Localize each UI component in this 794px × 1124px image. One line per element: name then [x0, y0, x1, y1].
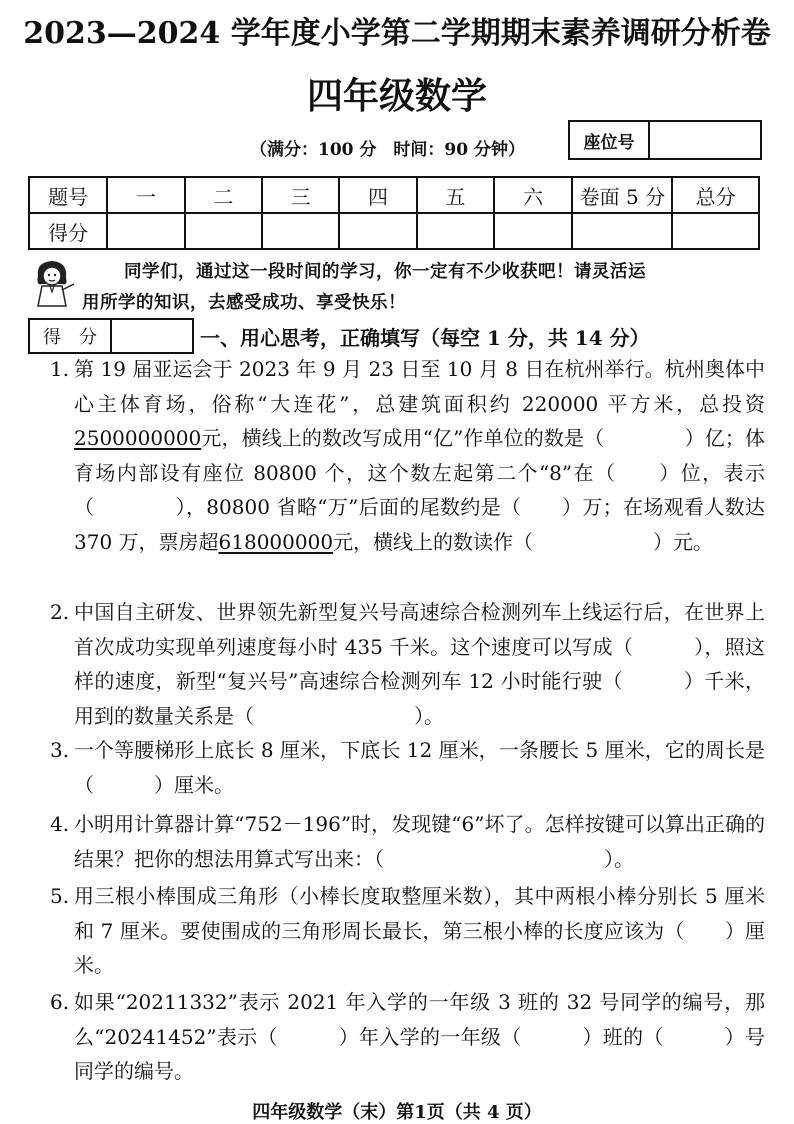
section-score-label: 得 分	[30, 320, 112, 352]
question-4	[50, 807, 765, 876]
score-input-cell[interactable]	[672, 213, 759, 249]
question-number: 3.	[50, 738, 70, 762]
score-table-header-row	[29, 177, 759, 213]
question-2	[50, 595, 765, 733]
score-table-cell: 六	[494, 177, 572, 213]
question-text-part: 元，横线上的数读作（ ）元。	[333, 529, 714, 554]
page-footer: 四年级数学（末）第1页（共 4 页）	[252, 1102, 542, 1123]
score-table-cell: 二	[185, 177, 262, 213]
question-3	[50, 733, 765, 802]
question-text	[74, 352, 765, 559]
score-table-cell: 三	[262, 177, 339, 213]
question-text-part: 元，横线上的数改写成用“亿”作单位的数是（ ）亿；体育场内部设有座位 80800 个，这个数左起第二个“8”在（ ）位，表示（ ），80800 省略“万”后面的尾数约是（ ）万；在场观看人数达 370 万，票房超	[74, 426, 765, 554]
question-number: 4.	[50, 812, 70, 836]
section-title: 一、用心思考，正确填写（每空 1 分，共 14 分）	[200, 326, 650, 350]
question-number: 6.	[50, 990, 70, 1014]
question-number: 5.	[50, 884, 70, 908]
score-input-cell[interactable]	[417, 213, 494, 249]
question-text: 一个等腰梯形上底长 8 厘米，下底长 12 厘米，一条腰长 5 厘米，它的周长是（ ）厘米。	[74, 738, 765, 797]
score-input-cell[interactable]	[494, 213, 572, 249]
score-input-cell[interactable]	[185, 213, 262, 249]
question-number: 1.	[50, 357, 70, 381]
section-score-box	[28, 318, 194, 354]
seat-number-label: 座位号	[570, 122, 650, 158]
question-number: 2.	[50, 600, 70, 624]
section-score-field[interactable]	[112, 320, 192, 352]
question-text: 用三根小棒围成三角形（小棒长度取整厘米数），其中两根小棒分别长 5 厘米和 7 厘米。要使围成的三角形周长最长，第三根小棒的长度应该为（ ）厘米。	[74, 884, 765, 977]
score-row-label: 得分	[29, 213, 107, 249]
underlined-number: 2500000000	[74, 426, 202, 450]
score-input-cell[interactable]	[262, 213, 339, 249]
question-text: 如果“20211332”表示 2021 年入学的一年级 3 班的 32 号同学的编号，那么“20241452”表示（ ）年入学的一年级（ ）班的（ ）号同学的编号。	[74, 990, 765, 1083]
exam-title: 2023—2024 学年度小学第二学期期末素养调研分析卷	[23, 16, 771, 51]
question-1	[50, 352, 765, 559]
question-text-part: 第 19 届亚运会于 2023 年 9 月 23 日至 10 月 8 日在杭州举行。杭州奥体中心主体育场，俗称“大连花”，总建筑面积约 220000 平方米，总投资	[74, 357, 765, 416]
score-table-cell: 卷面 5 分	[572, 177, 672, 213]
greeting-line-1: 同学们，通过这一段时间的学习，你一定有不少收获吧！请灵活运	[124, 262, 646, 282]
score-table-cell: 一	[107, 177, 184, 213]
score-table-score-row	[29, 213, 759, 249]
score-table-cell: 总分	[672, 177, 759, 213]
seat-number-box	[568, 120, 762, 160]
score-input-cell[interactable]	[107, 213, 184, 249]
greeting-line-2: 用所学的知识，去感受成功、享受快乐！	[82, 293, 406, 313]
question-6	[50, 985, 765, 1089]
score-table	[28, 176, 760, 250]
exam-subject-title: 四年级数学	[306, 75, 487, 117]
score-table-cell: 题号	[29, 177, 107, 213]
seat-number-field[interactable]	[650, 122, 760, 158]
teacher-cartoon-icon	[28, 256, 78, 312]
exam-info: （满分：100 分 时间：90 分钟）	[250, 140, 525, 160]
score-table-cell: 四	[339, 177, 416, 213]
question-text: 中国自主研发、世界领先新型复兴号高速综合检测列车上线运行后，在世界上首次成功实现单列速度每小时 435 千米。这个速度可以写成（ ），照这样的速度，新型“复兴号”高速综合检测列车 12 小时能行驶（ ）千米，用到的数量关系是（ ）。	[74, 600, 765, 728]
question-5	[50, 879, 765, 983]
score-input-cell[interactable]	[339, 213, 416, 249]
score-input-cell[interactable]	[572, 213, 672, 249]
question-text: 小明用计算器计算“752－196”时，发现键“6”坏了。怎样按键可以算出正确的结果？把你的想法用算式写出来：（ ）。	[74, 812, 765, 871]
underlined-number: 618000000	[218, 529, 334, 554]
score-table-cell: 五	[417, 177, 494, 213]
